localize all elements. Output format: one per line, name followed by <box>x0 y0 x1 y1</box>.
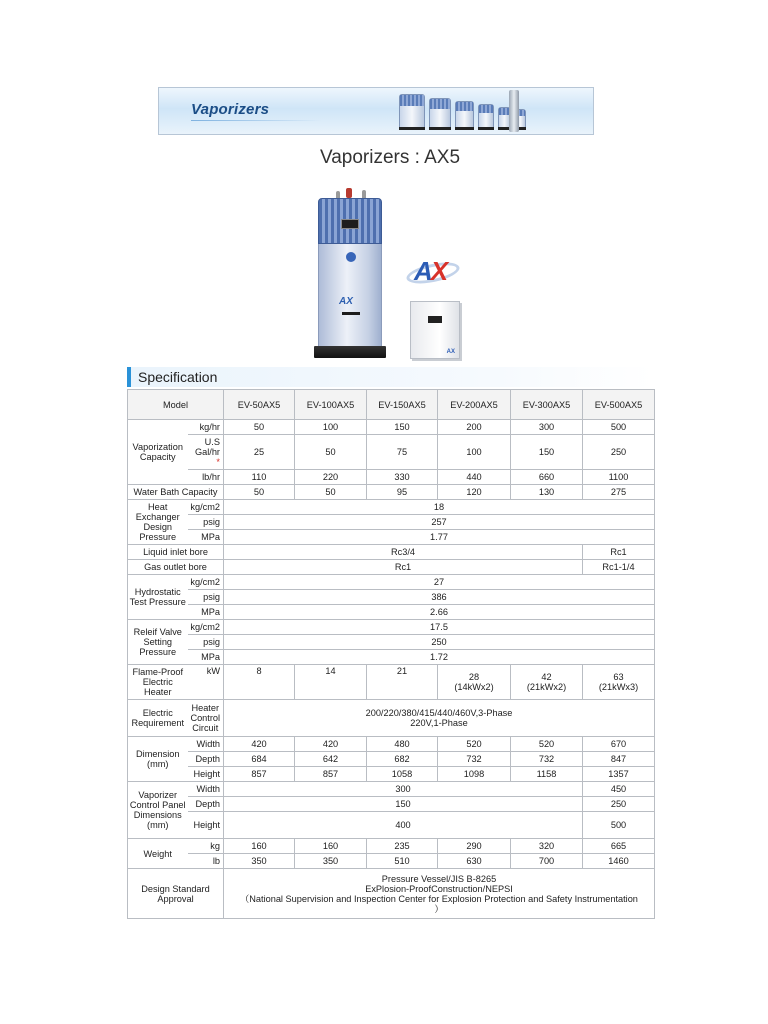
table-cell: 75 <box>367 435 438 470</box>
table-cell <box>224 869 655 919</box>
table-row <box>128 665 655 700</box>
model-label: Model <box>128 390 224 420</box>
dimension-label: Dimension (mm) <box>128 737 188 782</box>
table-cell: Rc1-1/4 <box>583 560 655 575</box>
liquid-inlet-bore-label: Liquid inlet bore <box>128 545 224 560</box>
table-cell: 1357 <box>583 767 655 782</box>
design-standard-approval-label: Design Standard Approval <box>128 869 224 919</box>
table-row <box>128 700 655 737</box>
unit-heater-control-circuit: Heater Control Circuit <box>188 700 224 737</box>
table-cell: 17.5 <box>224 620 655 635</box>
table-row <box>128 530 655 545</box>
heat-exchanger-label: Heat Exchanger Design Pressure <box>128 500 188 545</box>
table-cell: 50 <box>295 435 367 470</box>
table-cell: 1.77 <box>224 530 655 545</box>
cell-line: 220V,1-Phase <box>410 718 468 728</box>
table-cell: 420 <box>224 737 295 752</box>
table-cell: 1158 <box>511 767 583 782</box>
control-panel-dimensions-label: Vaporizer Control Panel Dimensions (mm) <box>128 782 188 839</box>
page-title: Vaporizers : AX5 <box>319 147 461 168</box>
table-cell: 300 <box>511 420 583 435</box>
table-cell: 150 <box>367 420 438 435</box>
gas-outlet-bore-label: Gas outlet bore <box>128 560 224 575</box>
table-cell: 1100 <box>583 470 655 485</box>
vaporization-capacity-label: Vaporization Capacity <box>128 420 188 485</box>
table-cell: 150 <box>511 435 583 470</box>
table-cell: 8 <box>224 665 295 700</box>
model-ev-50ax5: EV-50AX5 <box>224 390 295 420</box>
table-cell: 257 <box>224 515 655 530</box>
table-cell: 50 <box>295 485 367 500</box>
table-cell: 14 <box>295 665 367 700</box>
table-cell: 120 <box>438 485 511 500</box>
table-row <box>128 470 655 485</box>
specification-title: Specification <box>138 369 218 385</box>
table-cell: 290 <box>438 839 511 854</box>
table-cell: 857 <box>224 767 295 782</box>
unit-width: Width <box>188 737 224 752</box>
table-cell: 857 <box>295 767 367 782</box>
table-cell: 18 <box>224 500 655 515</box>
table-cell <box>583 665 655 700</box>
table-row <box>128 812 655 839</box>
unit-height: Height <box>188 812 224 839</box>
unit-psig: psig <box>188 515 224 530</box>
specification-table <box>127 389 655 919</box>
ax-logo-icon <box>404 254 468 288</box>
table-cell: 235 <box>367 839 438 854</box>
product-image <box>318 188 468 364</box>
table-cell: 400 <box>224 812 583 839</box>
table-cell: 350 <box>224 854 295 869</box>
brand-emblem-icon <box>346 252 356 262</box>
unit-kg-cm2: kg/cm2 <box>188 620 224 635</box>
cell-line: 200/220/380/415/440/460V,3-Phase <box>365 708 513 718</box>
model-header-row <box>128 390 655 420</box>
table-cell: 1460 <box>583 854 655 869</box>
water-bath-capacity-label: Water Bath Capacity <box>128 485 224 500</box>
cell-line: ExPlosion-ProofConstruction/NEPSI <box>365 883 513 894</box>
table-cell: 300 <box>224 782 583 797</box>
table-cell: 480 <box>367 737 438 752</box>
vaporizer-tank <box>318 244 382 348</box>
unit-kg-cm2: kg/cm2 <box>188 575 224 590</box>
tank-ax-logo: AX <box>339 296 353 307</box>
table-row <box>128 560 655 575</box>
model-ev-200ax5: EV-200AX5 <box>438 390 511 420</box>
table-row <box>128 515 655 530</box>
table-cell: 50 <box>224 485 295 500</box>
heading-accent-bar <box>127 367 131 387</box>
cell-note: (21kWx2) <box>526 682 567 692</box>
unit-mpa: MPa <box>188 605 224 620</box>
weight-label: Weight <box>128 839 188 869</box>
table-cell: 2.66 <box>224 605 655 620</box>
table-cell: 1058 <box>367 767 438 782</box>
table-cell: 21 <box>367 665 438 700</box>
table-cell: 450 <box>583 782 655 797</box>
cell-line: ） <box>434 903 444 914</box>
cell-line: Pressure Vessel/JIS B-8265 <box>381 873 497 884</box>
table-cell <box>438 665 511 700</box>
relief-valve-setting-pressure-label: Releif Valve Setting Pressure <box>128 620 188 665</box>
table-cell: 150 <box>224 797 583 812</box>
flame-proof-heater-label: Flame-Proof Electric Heater <box>128 665 188 700</box>
banner-title: Vaporizers <box>191 101 321 121</box>
unit-psig: psig <box>188 590 224 605</box>
unit-us-gal-hr <box>188 435 224 470</box>
vaporizer-top-unit <box>318 198 382 244</box>
unit-kg: kg <box>188 839 224 854</box>
table-cell: 200 <box>438 420 511 435</box>
cell-value: 28 <box>468 672 480 682</box>
table-cell: 220 <box>295 470 367 485</box>
table-cell: 670 <box>583 737 655 752</box>
cell-note: (21kWx3) <box>598 682 639 692</box>
table-cell: 160 <box>224 839 295 854</box>
model-ev-100ax5: EV-100AX5 <box>295 390 367 420</box>
banner-pole-image <box>509 90 519 132</box>
cell-value: 63 <box>613 672 624 682</box>
table-cell: 130 <box>511 485 583 500</box>
table-cell: 684 <box>224 752 295 767</box>
cell-note: (14kWx2) <box>454 682 494 692</box>
vaporizer-base <box>314 346 386 358</box>
table-row <box>128 435 655 470</box>
unit-height: Height <box>188 767 224 782</box>
table-cell: 732 <box>511 752 583 767</box>
table-cell: 732 <box>438 752 511 767</box>
table-cell: 630 <box>438 854 511 869</box>
table-cell: Rc3/4 <box>224 545 583 560</box>
table-cell: 1098 <box>438 767 511 782</box>
table-row <box>128 575 655 590</box>
table-cell: 1.72 <box>224 650 655 665</box>
table-cell: Rc1 <box>583 545 655 560</box>
table-cell: 682 <box>367 752 438 767</box>
unit-kw: kW <box>188 665 224 700</box>
table-cell: 420 <box>295 737 367 752</box>
table-cell: 110 <box>224 470 295 485</box>
table-row <box>128 869 655 919</box>
table-cell: 386 <box>224 590 655 605</box>
table-cell: 520 <box>511 737 583 752</box>
model-ev-150ax5: EV-150AX5 <box>367 390 438 420</box>
table-cell: Rc1 <box>224 560 583 575</box>
cell-value: 42 <box>541 672 552 682</box>
table-row <box>128 605 655 620</box>
table-row <box>128 854 655 869</box>
table-cell: 847 <box>583 752 655 767</box>
table-cell: 320 <box>511 839 583 854</box>
unit-lb: lb <box>188 854 224 869</box>
footnote-mark: * <box>216 457 220 467</box>
unit-mpa: MPa <box>188 530 224 545</box>
control-panel-image <box>410 301 460 359</box>
table-cell: 330 <box>367 470 438 485</box>
table-row <box>128 485 655 500</box>
unit-depth: Depth <box>188 797 224 812</box>
unit-depth: Depth <box>188 752 224 767</box>
unit-text: U.S Gal/hr <box>194 437 220 457</box>
unit-kg-hr: kg/hr <box>188 420 224 435</box>
table-cell: 95 <box>367 485 438 500</box>
table-cell: 500 <box>583 812 655 839</box>
table-cell: 100 <box>295 420 367 435</box>
table-cell: 700 <box>511 854 583 869</box>
table-cell: 160 <box>295 839 367 854</box>
unit-mpa: MPa <box>188 650 224 665</box>
table-row <box>128 650 655 665</box>
table-row <box>128 420 655 435</box>
table-cell: 520 <box>438 737 511 752</box>
table-cell: 250 <box>583 435 655 470</box>
panel-ax-logo: AX <box>446 349 455 355</box>
table-row <box>128 635 655 650</box>
unit-lb-hr: lb/hr <box>188 470 224 485</box>
unit-kg-cm2: kg/cm2 <box>188 500 224 515</box>
electric-requirement-label: Electric Requirement <box>128 700 188 737</box>
table-row <box>128 752 655 767</box>
table-cell <box>511 665 583 700</box>
banner-product-lineup-image <box>399 92 549 132</box>
unit-psig: psig <box>188 635 224 650</box>
table-cell: 25 <box>224 435 295 470</box>
ax-logo-a: A <box>414 256 431 286</box>
table-cell: 27 <box>224 575 655 590</box>
specification-heading <box>127 367 653 387</box>
table-cell: 665 <box>583 839 655 854</box>
table-cell: 500 <box>583 420 655 435</box>
table-row <box>128 545 655 560</box>
table-cell <box>224 700 655 737</box>
model-ev-500ax5: EV-500AX5 <box>583 390 655 420</box>
table-row <box>128 500 655 515</box>
table-row <box>128 839 655 854</box>
table-row <box>128 620 655 635</box>
table-row <box>128 797 655 812</box>
table-cell: 642 <box>295 752 367 767</box>
ax-logo-x: X <box>430 256 447 286</box>
table-row <box>128 590 655 605</box>
hydrostatic-test-pressure-label: Hydrostatic Test Pressure <box>128 575 188 620</box>
model-ev-300ax5: EV-300AX5 <box>511 390 583 420</box>
table-cell: 50 <box>224 420 295 435</box>
table-row <box>128 782 655 797</box>
table-row <box>128 767 655 782</box>
table-cell: 250 <box>224 635 655 650</box>
table-cell: 440 <box>438 470 511 485</box>
table-cell: 660 <box>511 470 583 485</box>
table-cell: 250 <box>583 797 655 812</box>
table-cell: 275 <box>583 485 655 500</box>
table-cell: 510 <box>367 854 438 869</box>
table-cell: 350 <box>295 854 367 869</box>
table-row <box>128 737 655 752</box>
unit-width: Width <box>188 782 224 797</box>
table-cell: 100 <box>438 435 511 470</box>
cell-line: （National Supervision and Inspection Center for Explosion Protection and Safety Instrumentation <box>240 893 638 904</box>
vaporizers-banner <box>158 87 594 135</box>
